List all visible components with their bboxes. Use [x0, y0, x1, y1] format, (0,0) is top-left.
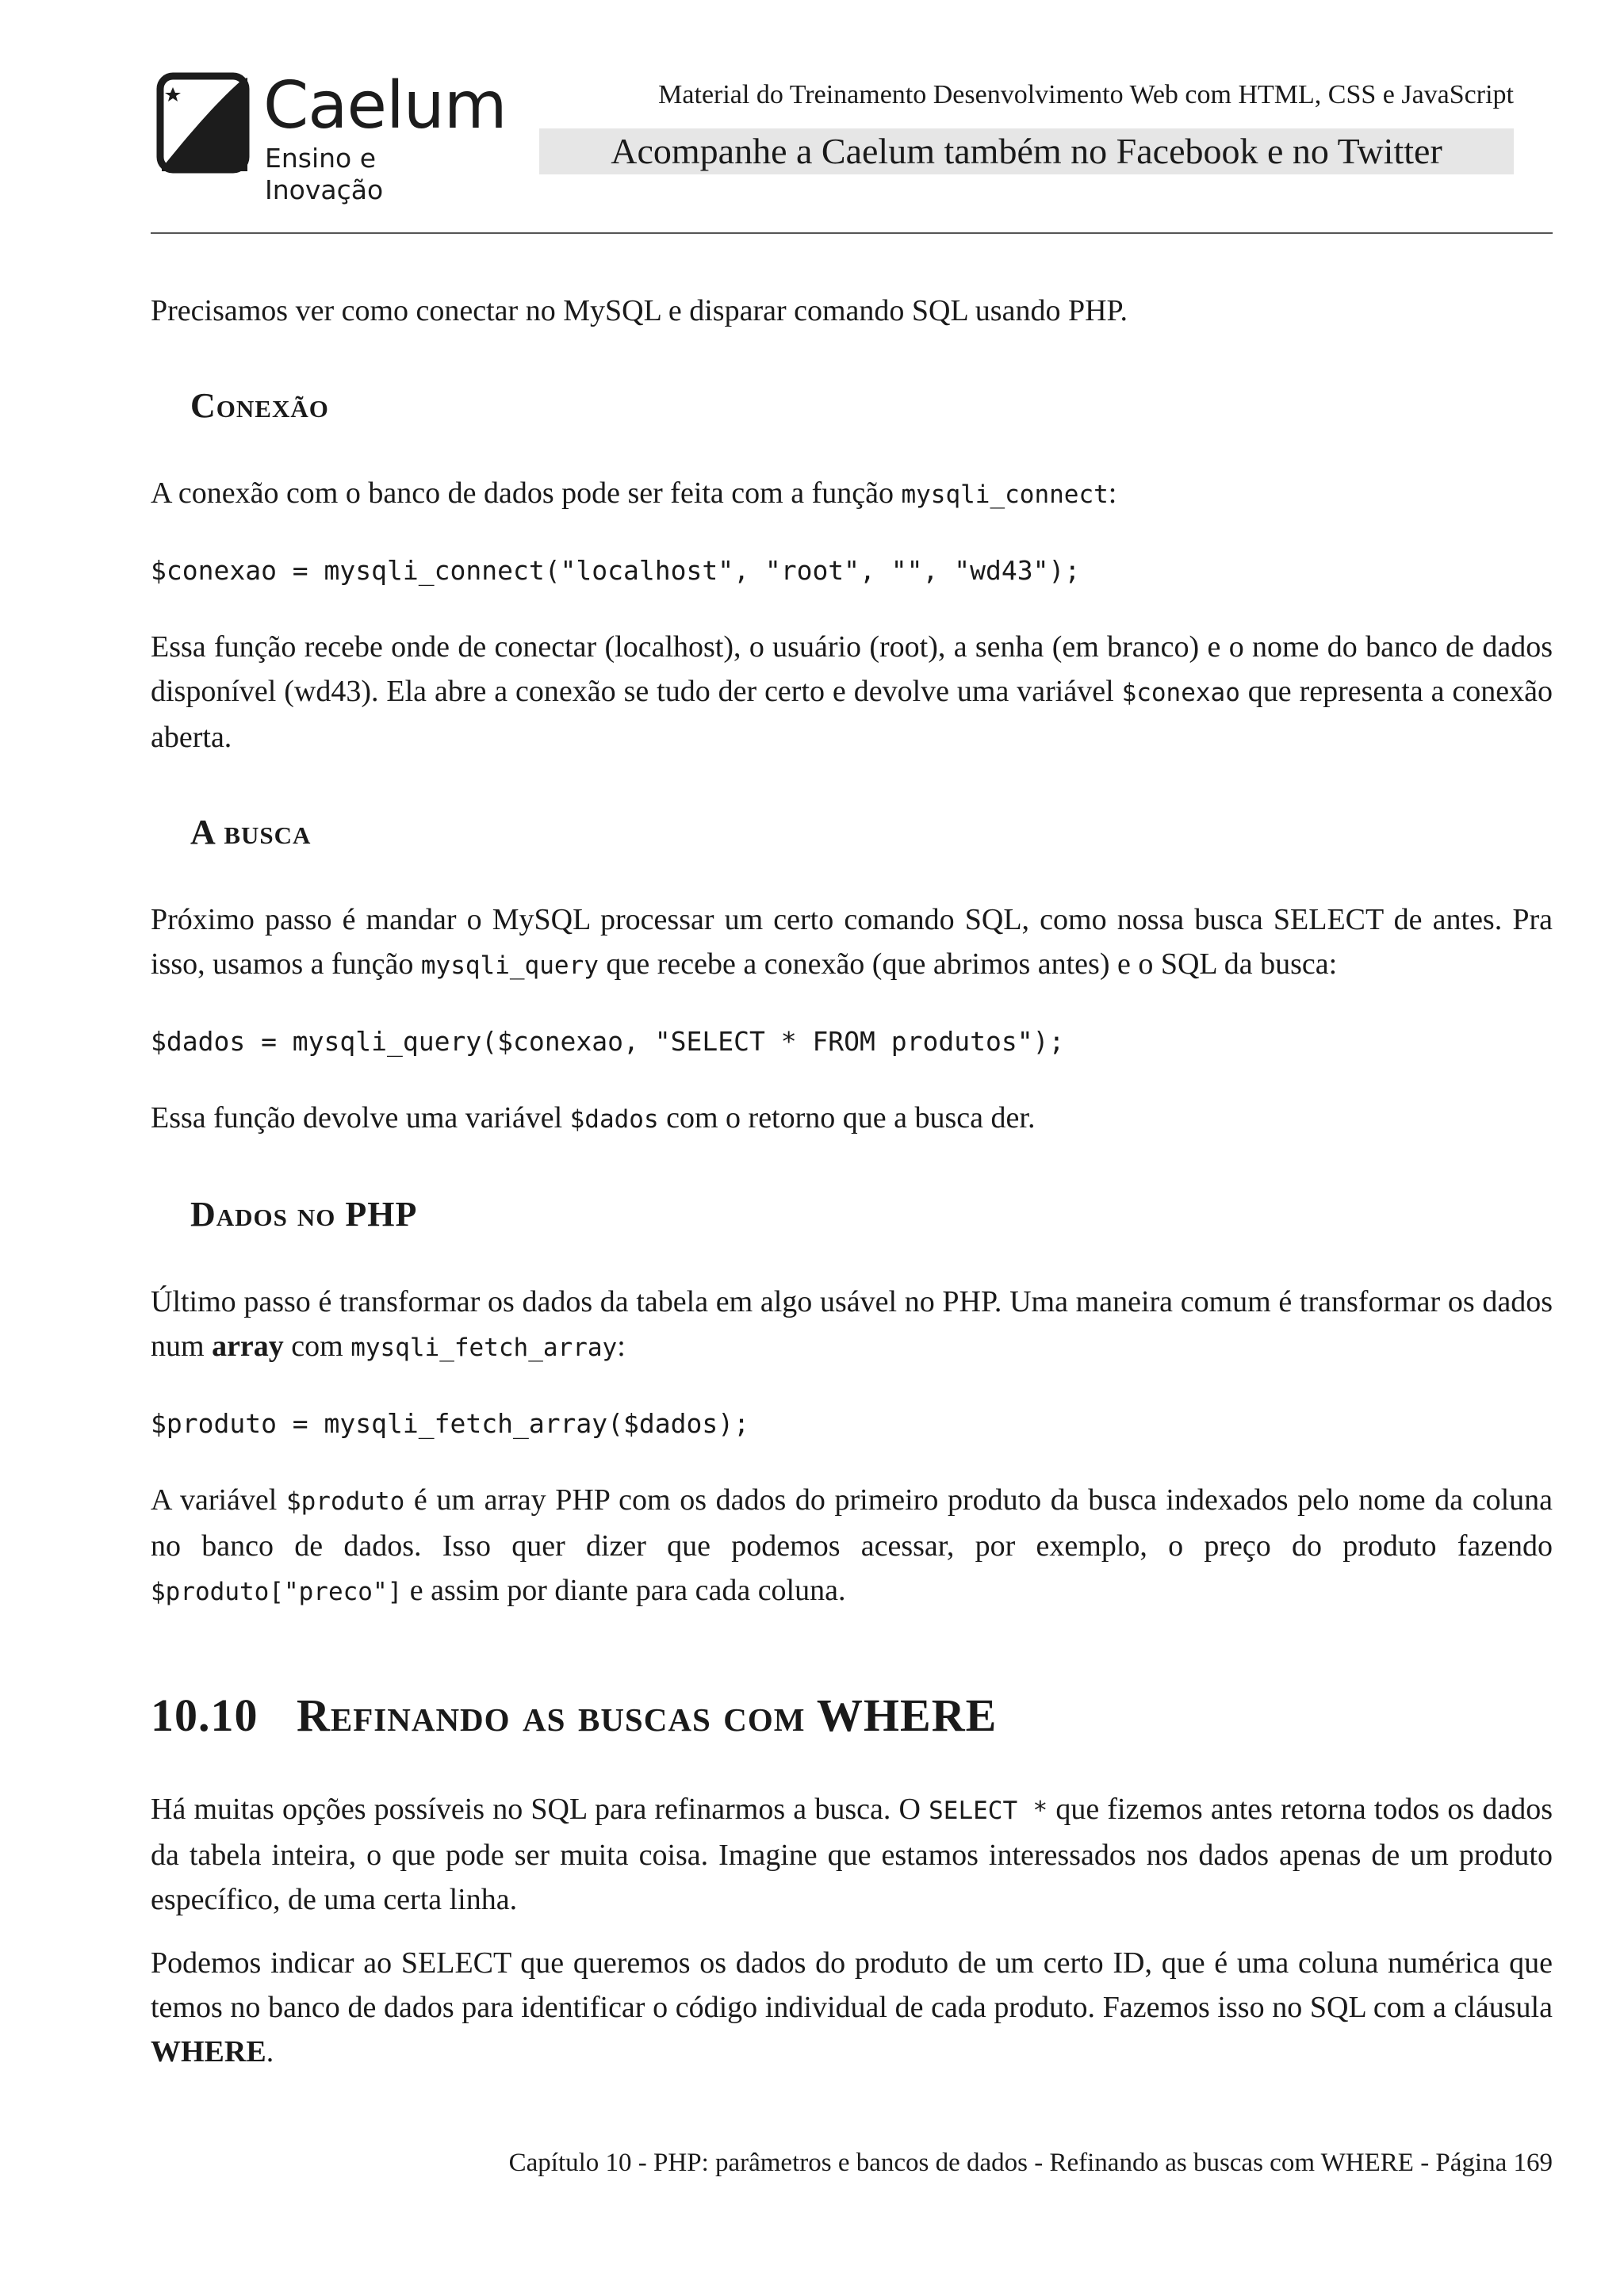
social-banner: Acompanhe a Caelum também no Facebook e no Twitter	[539, 128, 1514, 174]
heading-dados-no-php: Dados no PHP	[190, 1195, 418, 1234]
logo-tagline: Ensino e Inovação	[265, 143, 384, 205]
dados-paragraph-2: A variável $produto é um array PHP com os dados do primeiro produto da busca indexados pelo nome da coluna no banco de dados. Isso quer dizer que podemos acessar, por exemplo, o preço do produto fazendo $produto["preco"] e assim por diante para cada coluna.	[151, 1483, 1553, 1607]
caelum-logo-mark-icon	[155, 71, 251, 174]
busca-paragraph-1: Próximo passo é mandar o MySQL processar um certo comando SQL, como nossa busca SELECT de antes. Pra isso, usamos a função mysqli_query que recebe a conexão (que abrimos antes) e o SQL da busca:	[151, 903, 1553, 981]
inline-code: mysqli_fetch_array	[350, 1334, 618, 1362]
header-divider	[151, 232, 1553, 234]
conexao-paragraph-2: Essa função recebe onde de conectar (localhost), o usuário (root), a senha (em branco) e o nome do banco de dados disponível (wd43). Ela abre a conexão se tudo der certo e devolve uma variável $conexao que representa a conexão aberta.	[151, 630, 1553, 754]
inline-code: $conexao	[1121, 679, 1240, 707]
inline-code: $produto["preco"]	[151, 1578, 403, 1606]
page-content	[151, 289, 1553, 2074]
inline-code: mysqli_query	[420, 951, 599, 980]
page-header	[0, 0, 1624, 238]
inline-code: $dados	[569, 1105, 659, 1134]
section-paragraph-2: Podemos indicar ao SELECT que queremos os dados do produto de um certo ID, que é uma coluna numérica que temos no banco de dados para identificar o código individual de cada produto. Fazemos isso no SQL com a cláusula WHERE.	[151, 1946, 1553, 2068]
code-block-connect: $conexao = mysqli_connect("localhost", "root", "", "wd43");	[151, 555, 1081, 586]
inline-code: SELECT *	[929, 1797, 1048, 1825]
intro-paragraph: Precisamos ver como conectar no MySQL e disparar comando SQL usando PHP.	[151, 294, 1128, 327]
dados-paragraph-1: Último passo é transformar os dados da tabela em algo usável no PHP. Uma maneira comum é transformar os dados num array com mysqli_fetch_array:	[151, 1285, 1553, 1363]
inline-code: $produto	[285, 1487, 405, 1516]
section-paragraph-1: Há muitas opções possíveis no SQL para refinarmos a busca. O SELECT * que fizemos antes retorna todos os dados da tabela inteira, o que pode ser muita coisa. Imagine que estamos interessados nos dados apenas de um produto específico, de uma certa linha.	[151, 1793, 1553, 1916]
section-title: Refinando as buscas com WHERE	[297, 1689, 998, 1741]
heading-a-busca: A busca	[190, 813, 312, 851]
caelum-logo	[155, 67, 507, 205]
heading-conexao: Conexão	[190, 386, 329, 425]
conexao-paragraph-1: A conexão com o banco de dados pode ser feita com a função mysqli_connect:	[151, 476, 1117, 510]
logo-name: Caelum	[263, 68, 507, 144]
code-block-query: $dados = mysqli_query($conexao, "SELECT * FROM produtos");	[151, 1026, 1065, 1057]
book-title: Material do Treinamento Desenvolvimento Web com HTML, CSS e JavaScript	[658, 80, 1514, 109]
section-heading	[151, 1686, 1553, 1746]
section-number: 10.10	[151, 1689, 259, 1741]
code-block-fetch: $produto = mysqli_fetch_array($dados);	[151, 1408, 749, 1439]
page-footer: Capítulo 10 - PHP: parâmetros e bancos de dados - Refinando as buscas com WHERE - Página 169	[508, 2149, 1553, 2177]
busca-paragraph-2: Essa função devolve uma variável $dados com o retorno que a busca der.	[151, 1101, 1036, 1135]
inline-code: mysqli_connect	[901, 480, 1109, 509]
